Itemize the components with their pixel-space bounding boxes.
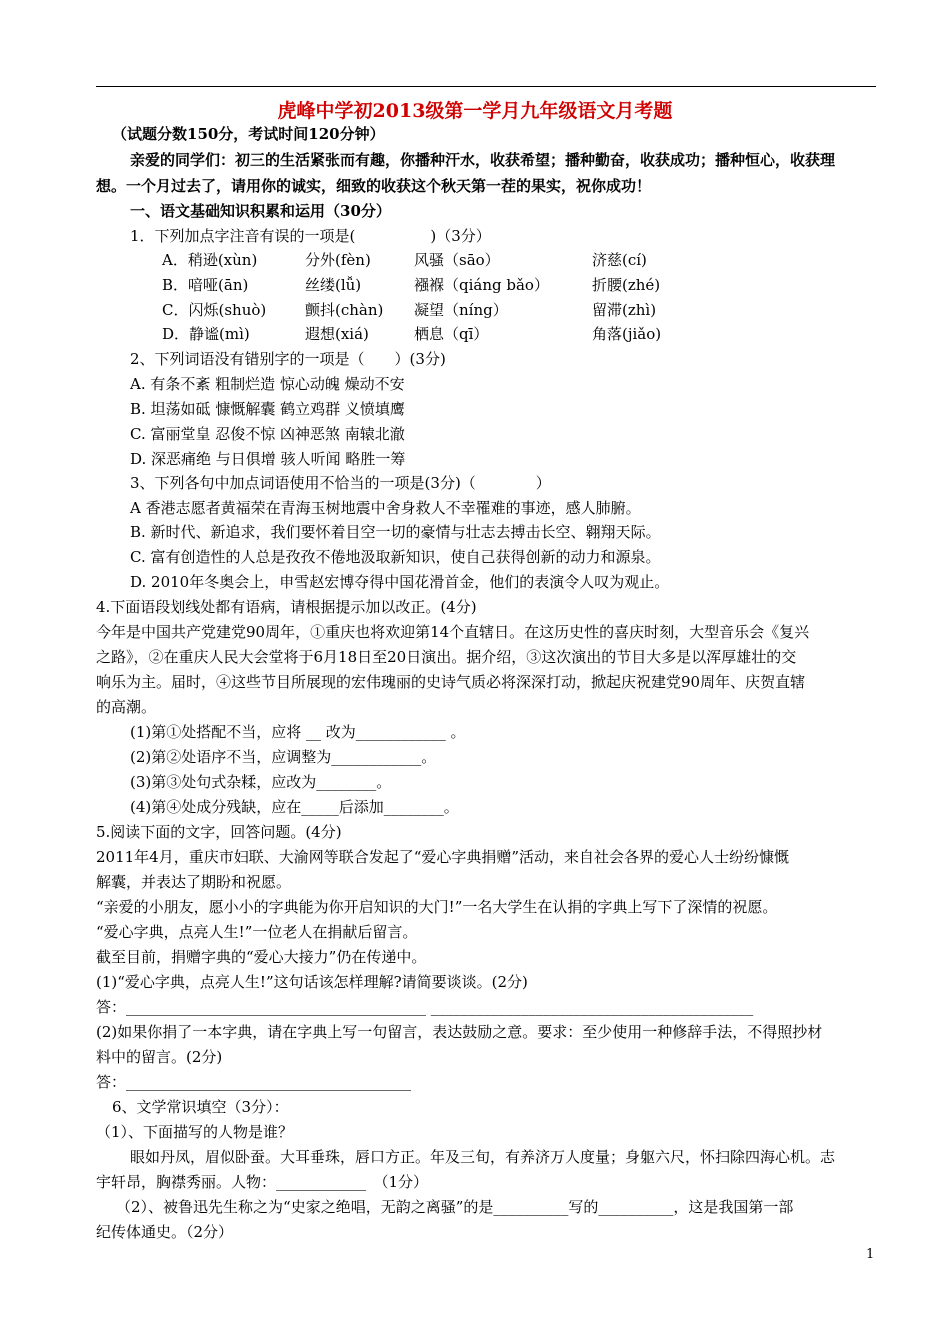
q1-cell: 折腰(zhé) (592, 276, 661, 294)
q1-cell: 角落(jiǎo) (592, 325, 662, 343)
q2-option-d: D. 深恶痛绝 与日俱增 骇人听闻 略胜一筹 (130, 450, 406, 468)
page-number: 1 (866, 1247, 875, 1262)
q6-description-line: 宇轩昂，胸襟秀丽。人物：____________ （1分） (96, 1173, 429, 1191)
q6-description-line: 眼如丹凤，眉似卧蚕。大耳垂珠，唇口方正。年及三旬，有养济万人度量；身躯六尺，怀扫除四海心机。志 (130, 1148, 836, 1166)
q3-stem: 3、下列各句中加点词语使用不恰当的一项是(3分)（ ） (130, 474, 551, 492)
q1-cell: D．静谧(mì) (162, 325, 250, 343)
q5-sub-question-2: (2)如果你捐了一本字典，请在字典上写一句留言，表达鼓励之意。要求：至少使用一种修辞手法，不得照抄材 (96, 1023, 823, 1041)
q1-cell: B．喑哑(ān) (162, 276, 249, 294)
q4-item-2: (2)第②处语序不当，应调整为____________。 (130, 748, 437, 766)
q4-passage-line: 的高潮。 (96, 698, 157, 716)
q5-stem: 5.阅读下面的文字，回答问题。(4分) (96, 823, 342, 841)
q3-option-c: C. 富有创造性的人总是孜孜不倦地汲取新知识，使自己获得创新的动力和源泉。 (130, 548, 661, 566)
section-heading-1: 一、语文基础知识积累和运用（30分） (130, 202, 391, 220)
q4-item-1: (1)第①处搭配不当，应将 __ 改为____________ 。 (130, 723, 466, 741)
q1-cell: 丝缕(lǚ) (305, 276, 362, 294)
q1-cell: 分外(fèn) (305, 251, 371, 269)
q4-passage-line: 今年是中国共产党建党90周年，①重庆也将欢迎第14个直辖日。在这历史性的喜庆时刻，大型音乐会《复兴 (96, 623, 810, 641)
q1-cell: C．闪烁(shuò) (162, 301, 267, 319)
q1-cell: 凝望（níng） (414, 301, 508, 319)
q4-item-4: (4)第④处成分残缺，应在_____后添加________。 (130, 798, 459, 816)
q6-sub-question-2: （2）、被鲁迅先生称之为“史家之绝唱，无韵之离骚”的是__________写的__________，这是我国第一部 (116, 1198, 794, 1216)
q1-cell: 遐想(xiá) (305, 325, 369, 343)
q5-answer-2: 答：______________________________________ (96, 1073, 412, 1091)
q5-answer-1: 答：________________________________________ ___________________________________________ (96, 998, 754, 1016)
q3-option-b: B. 新时代、新追求，我们要怀着目空一切的豪情与壮志去搏击长空、翱翔天际。 (130, 523, 661, 541)
q5-sub-question-1: (1)“爱心字典，点亮人生!”这句话该怎样理解?请简要谈谈。(2分) (96, 973, 528, 991)
q1-cell: A．稍逊(xùn) (162, 251, 258, 269)
q4-passage-line: 之路》，②在重庆人民大会堂将于6月18日至20日演出。据介绍，③这次演出的节目大多是以浑厚雄壮的交 (96, 648, 797, 666)
q3-option-d: D. 2010年冬奥会上，申雪赵宏博夺得中国花滑首金，他们的表演令人叹为观止。 (130, 573, 670, 591)
q5-sub-question-2-cont: 料中的留言。(2分) (96, 1048, 223, 1066)
intro-line-2: 想。一个月过去了，请用你的诚实，细致的收获这个秋天第一茬的果实，祝你成功！ (96, 177, 652, 195)
q5-passage-line: 解囊，并表达了期盼和祝愿。 (96, 873, 292, 891)
q1-cell: 济慈(cí) (592, 251, 647, 269)
q5-passage-line: 截至目前，捐赠字典的“爱心大接力”仍在传递中。 (96, 948, 427, 966)
q2-option-b: B. 坦荡如砥 慷慨解囊 鹤立鸡群 义愤填鹰 (130, 400, 405, 418)
q1-cell: 风骚（sāo） (414, 251, 500, 269)
q6-sub-question-1: （1）、下面描写的人物是谁？ (96, 1123, 294, 1141)
q5-passage-line: 2011年4月，重庆市妇联、大渝网等联合发起了“爱心字典捐赠”活动，来自社会各界的爱心人士纷纷慷慨 (96, 848, 790, 866)
q4-passage-line: 响乐为主。届时，④这些节目所展现的宏伟瑰丽的史诗气质必将深深打动，掀起庆祝建党90周年、庆贺直辖 (96, 673, 806, 691)
q1-cell: 颤抖(chàn) (305, 301, 384, 319)
q2-stem: 2、下列词语没有错别字的一项是（ ）(3分) (130, 350, 446, 368)
q4-item-3: (3)第③处句式杂糅，应改为________。 (130, 773, 392, 791)
intro-line-1: 亲爱的同学们：初三的生活紧张而有趣，你播种汗水，收获希望；播种勤奋，收获成功；播种恒心，收获理 (130, 151, 836, 169)
q3-option-a: A 香港志愿者黄福荣在青海玉树地震中舍身救人不幸罹难的事迹，感人肺腑。 (130, 499, 641, 517)
score-note: （试题分数150分，考试时间120分钟） (112, 125, 385, 143)
q1-cell: 襁褓（qiáng bǎo） (414, 276, 549, 294)
q2-option-a: A. 有条不紊 粗制烂造 惊心动魄 燥动不安 (130, 375, 405, 393)
q1-stem: 1．下列加点字注音有误的一项是( )（3分） (130, 227, 491, 245)
q4-stem: 4.下面语段划线处都有语病，请根据提示加以改正。(4分) (96, 598, 477, 616)
q1-cell: 留滞(zhì) (592, 301, 657, 319)
q6-stem: 6、文学常识填空（3分）： (112, 1098, 289, 1116)
q5-passage-line: “亲爱的小朋友，愿小小的字典能为你开启知识的大门!”一名大学生在认捐的字典上写下了深情的祝愿。 (96, 898, 778, 916)
q2-option-c: C. 富丽堂皇 忍俊不惊 凶神恶煞 南辕北澈 (130, 425, 405, 443)
page-title: 虎峰中学初2013级第一学月九年级语文月考题 (277, 100, 673, 122)
q5-passage-line: “爱心字典，点亮人生!”一位老人在捐献后留言。 (96, 923, 418, 941)
header-rule (96, 86, 876, 87)
q1-cell: 栖息（qī） (414, 325, 489, 343)
q6-sub-question-2-cont: 纪传体通史。（2分） (96, 1223, 234, 1241)
